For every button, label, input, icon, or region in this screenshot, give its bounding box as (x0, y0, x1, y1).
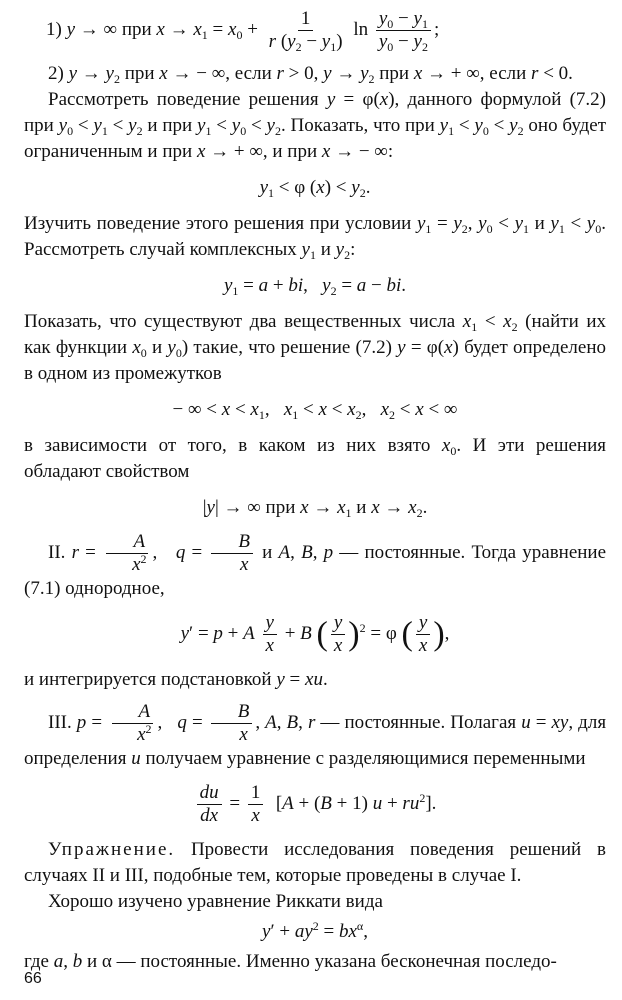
condition-1: 1) y → ∞ при $x \to x_1 = x_0$ + $\frac{1}{r (y_2 - y_1)}$ ln $\frac{y_0 - y_1}{y_0 - y_2}$ ; (46, 8, 440, 54)
riccati-intro: Хорошо изучено уравнение Риккати вида (48, 891, 383, 912)
section-ii: II. r = $\frac{A}{x^2}$ , q = $\frac{B}{x}$ и A, B, p — постоянные. Тогда уравнение (7.1) однородное, (24, 531, 607, 599)
fraction: $\frac{1}{r (y_2 - y_1)}$ (268, 8, 343, 54)
section-iii: III. p = $\frac{A}{x^2}$ , q = $\frac{B}{x}$ , A, B, r — постоянные. Полагая u = xy, для определения u получаем уравнение с разделяющимися переменными (24, 701, 607, 769)
last-line: где a, b и α — постоянные. Именно указана бесконечная последо- (24, 951, 557, 972)
separable-formula: $\frac{du}{dx}$ = $\frac{1}{x}$ [A + (B + 1) $u + ru^2$]. (24, 782, 606, 827)
bounded-formula: $y_1 < \varphi$ $(x) < y_2$. (259, 177, 371, 200)
limit-formula: |y| → ∞ при $x \to x_1$ и $x \to x_2$. (202, 497, 428, 520)
homogeneous-formula: y′ = p + A $\frac{y}{x}$ + B ( $\frac{y}{x}$ )$^2$ = φ ( $\frac{y}{x}$ ), (180, 612, 450, 656)
substitution-line: и интегрируется подстановкой y = xu. (24, 669, 328, 690)
intervals-formula: − ∞ < $x < x_1$, $x_1 < x < x_2$, $x_2 < x$ < ∞ (172, 399, 458, 422)
paragraph-study: Изучить поведение этого решения при условии $y_1 = y_2$, $y_0 < y_1$ и $y_1 < y_0$. Рассмотреть случай комплексных $y_1$ и $y_2$: (24, 213, 606, 262)
paragraph-behaviour: Рассмотреть поведение решения y = φ(x), данного формулой (7.2) при $y_0 < y_1 < y_2$ и при $y_1 < y_0 < y_2$. Показать, что при $y_1 < y_0 < y_2$ оно будет ограниченным и при x → + ∞, и при x → − ∞: (24, 89, 607, 162)
exercise: Упражнение. Провести исследования поведения решений в случаях II и III, подобные тем, которые проведены в случае I. (24, 839, 606, 886)
paragraph-intervals: Показать, что существуют два вещественных числа $x_1 < x_2$ (найти их как функции $x_0$ и $y_0$) такие, что решение (7.2) y = φ(x) будет определено в одном из промежутков (24, 311, 607, 384)
paragraph-property: в зависимости от того, в каком из них взято $x_0$. И эти решения обладают свойством (24, 435, 607, 482)
riccati-formula: $y' + ay^2 = bx^\alpha$, (262, 919, 368, 942)
condition-2: 2) $y \to y_2$ при x → − ∞, если r > 0, $y \to y_2$ при x → + ∞, если r < 0. (48, 63, 573, 86)
complex-roots-formula: $y_1 = a$ + bi, $y_2 = a$ − bi. (223, 275, 407, 298)
fraction: $\frac{y_0 - y_1}{y_0 - y_2}$ (376, 8, 431, 53)
page-number: 66 (24, 970, 42, 987)
